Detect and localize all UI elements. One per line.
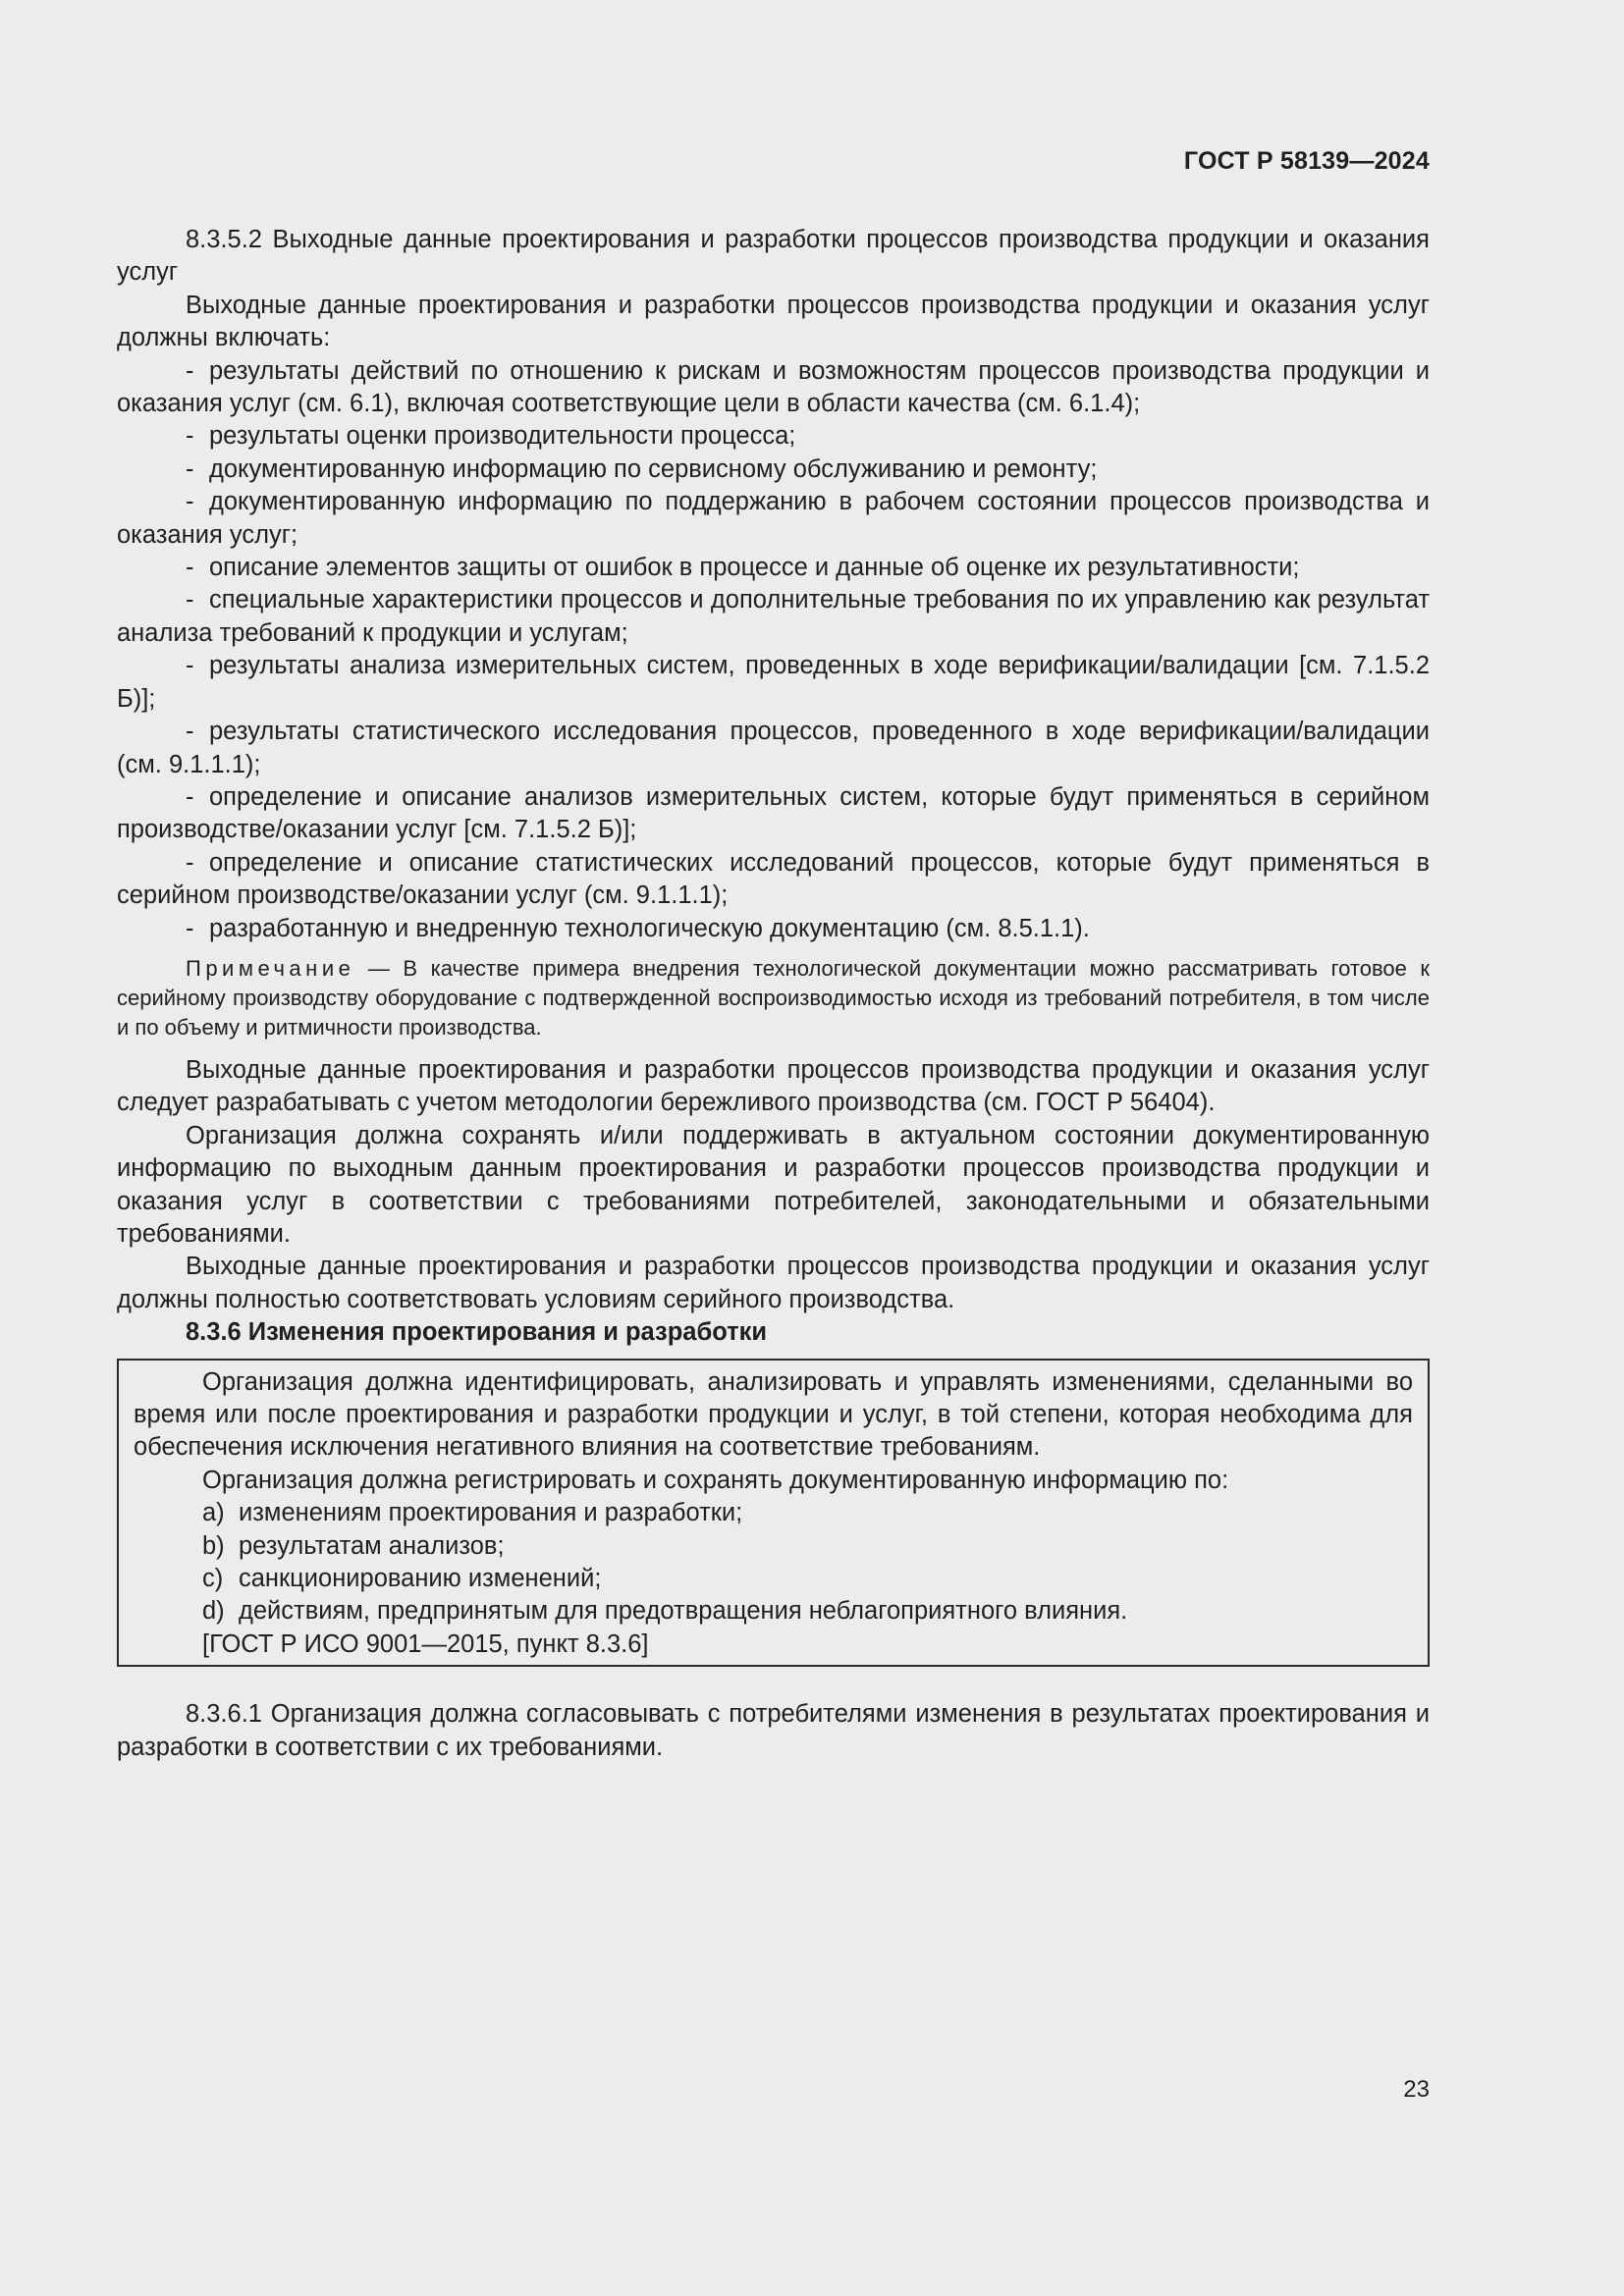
dash-marker: - (186, 454, 194, 483)
output-requirements-list (117, 355, 1430, 945)
list-item-text: описание элементов защиты от ошибок в процессе и данные об оценке их результативности; (209, 554, 1300, 582)
list-item (117, 584, 1430, 650)
list-item-text: санкционированию изменений; (239, 1565, 602, 1593)
list-item-text: результатам анализов; (239, 1531, 505, 1560)
iso-quote-box (117, 1359, 1430, 1668)
clause-8-3-6-1-paragraph: 8.3.6.1 Организация должна согласовывать с потребителями изменения в результатах проектирования и разработки в соответствии с их требованиями. (117, 1700, 1430, 1761)
list-item-text: результаты действий по отношению к рискам и возможностям процессов производства продукции и оказания услуг (см. 6.1), включая соответствующие цели в области качества (см. 6.1.4); (117, 356, 1430, 418)
dash-marker: - (186, 914, 194, 942)
list-item (134, 1497, 1413, 1529)
note-label: Примечание (186, 955, 355, 981)
list-marker: c) (202, 1565, 224, 1593)
list-marker: b) (202, 1531, 225, 1560)
list-marker: a) (202, 1499, 225, 1527)
list-item-text: результаты оценки производительности процесса; (209, 422, 796, 451)
list-item (117, 913, 1430, 945)
dash-marker: - (186, 848, 194, 877)
list-item (117, 454, 1430, 486)
dash-marker: - (186, 782, 194, 811)
serial-production-paragraph: Выходные данные проектирования и разработки процессов производства продукции и оказания услуг должны полностью соответствовать условиям серийного производства. (117, 1253, 1430, 1313)
list-item-text: документированную информацию по сервисному обслуживанию и ремонту; (209, 454, 1098, 483)
clause-8-3-5-2-intro: Выходные данные проектирования и разработки процессов производства продукции и оказания услуг должны включать: (117, 291, 1430, 352)
list-item-text: документированную информацию по поддержанию в рабочем состоянии процессов производства и оказания услуг; (117, 488, 1430, 549)
dash-marker: - (186, 718, 194, 746)
dash-marker: - (186, 422, 194, 451)
documented-info-paragraph: Организация должна сохранять и/или поддерживать в актуальном состоянии документированную информацию по выходным данным проектирования и разработки процессов производства продукции и оказания услуг в соответствии с требованиями потребителей, законодательными и обязательными требованиями. (117, 1121, 1430, 1248)
list-item (134, 1563, 1413, 1595)
list-item (117, 650, 1430, 716)
list-item-text: определение и описание анализов измерительных систем, которые будут применяться в серийном производстве/оказании услуг [см. 7.1.5.2 Б)]; (117, 782, 1430, 844)
list-item-text: результаты анализа измерительных систем, проведенных в ходе верификации/валидации [см. 7.1.5.2 Б)]; (117, 652, 1430, 713)
list-item-text: результаты статистического исследования процессов, проведенного в ходе верификации/валидации (см. 9.1.1.1); (117, 718, 1430, 778)
page-number: 23 (1403, 2076, 1430, 2103)
list-item (117, 355, 1430, 421)
dash-marker: - (186, 488, 194, 516)
list-item (117, 781, 1430, 847)
list-item (117, 847, 1430, 913)
clause-8-3-6-heading: 8.3.6 Изменения проектирования и разработки (186, 1318, 768, 1347)
dash-marker: - (186, 586, 194, 614)
quote-paragraph-1: Организация должна идентифицировать, анализировать и управлять изменениями, сделанными во время или после проектирования и разработки продукции и услуг, в той степени, которая необходима для обеспечения исключения негативного влияния на соответствие требованиям. (134, 1367, 1413, 1462)
document-page (117, 0, 1430, 2296)
dash-marker: - (186, 554, 194, 582)
list-item (117, 486, 1430, 552)
quote-reference: [ГОСТ Р ИСО 9001—2015, пункт 8.3.6] (202, 1629, 649, 1658)
lean-methodology-paragraph: Выходные данные проектирования и разработки процессов производства продукции и оказания услуг следует разрабатывать с учетом методологии бережливого производства (см. ГОСТ Р 56404). (117, 1055, 1430, 1117)
list-item-text: специальные характеристики процессов и дополнительные требования по их управлению как результат анализа требований к продукции и услугам; (117, 586, 1430, 647)
quote-paragraph-2: Организация должна регистрировать и сохранять документированную информацию по: (202, 1466, 1229, 1494)
list-item (117, 420, 1430, 453)
document-id-header: ГОСТ Р 58139—2024 (1183, 147, 1430, 175)
list-item-text: разработанную и внедренную технологическую документацию (см. 8.5.1.1). (209, 914, 1090, 942)
note-paragraph (117, 954, 1430, 1042)
list-item (134, 1530, 1413, 1563)
list-item-text: изменениям проектирования и разработки; (239, 1499, 743, 1527)
dash-marker: - (186, 652, 194, 680)
list-item-text: определение и описание статистических исследований процессов, которые будут применяться в серийном производстве/оказании услуг (см. 9.1.1.1); (117, 848, 1430, 910)
list-item (134, 1595, 1413, 1628)
clause-8-3-5-2-title: 8.3.5.2 Выходные данные проектирования и разработки процессов производства продукции и оказания услуг (117, 226, 1430, 287)
dash-marker: - (186, 356, 194, 385)
list-item (117, 552, 1430, 584)
note-text: — В качестве примера внедрения технологической документации можно рассматривать готовое к серийному производству оборудование с подтвержденной воспроизводимостью исходя из требований потребителя, в том числе и по объему и ритмичности производства. (117, 955, 1430, 1040)
document-body (117, 224, 1430, 1764)
list-item-text: действиям, предпринятым для предотвращения неблагоприятного влияния. (239, 1597, 1128, 1626)
list-marker: d) (202, 1597, 225, 1626)
list-item (117, 716, 1430, 781)
